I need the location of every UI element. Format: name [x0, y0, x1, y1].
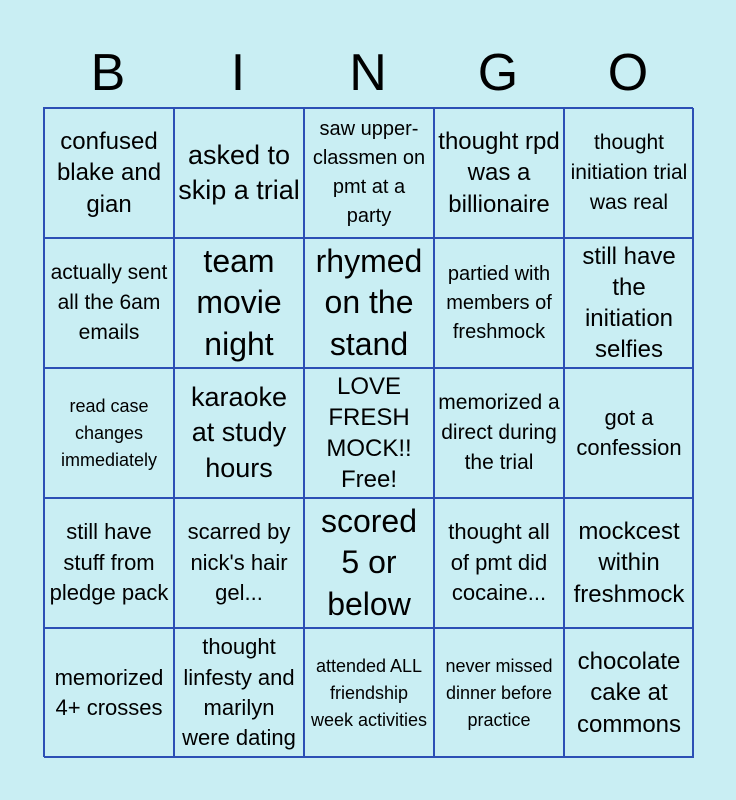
header-letter-n: N [349, 44, 387, 102]
bingo-cell-r1-c4[interactable]: thought rpd was a billionaire [434, 108, 564, 238]
bingo-cell-r2-c4[interactable]: partied with members of freshmock [434, 238, 564, 368]
bingo-header [43, 40, 693, 106]
bingo-board [43, 107, 693, 757]
bingo-cell-r3-c2[interactable]: karaoke at study hours [174, 368, 304, 498]
bingo-cell-r4-c5[interactable]: mockcest within freshmock [564, 498, 694, 628]
bingo-cell-r5-c5[interactable]: chocolate cake at commons [564, 628, 694, 758]
bingo-cell-r2-c5[interactable]: still have the initiation selfies [564, 238, 694, 368]
bingo-cell-r2-c3[interactable]: rhymed on the stand [304, 238, 434, 368]
header-letter-g: G [477, 44, 519, 102]
header-letter-b: B [90, 44, 126, 102]
bingo-cell-r5-c1[interactable]: memorized 4+ crosses [44, 628, 174, 758]
bingo-cell-r3-c5[interactable]: got a confession [564, 368, 694, 498]
bingo-cell-r1-c2[interactable]: asked to skip a trial [174, 108, 304, 238]
bingo-cell-r5-c2[interactable]: thought linfesty and marilyn were dating [174, 628, 304, 758]
bingo-cell-r2-c2[interactable]: team movie night [174, 238, 304, 368]
bingo-cell-r5-c4[interactable]: never missed dinner before practice [434, 628, 564, 758]
bingo-cell-r3-c1[interactable]: read case changes immediately [44, 368, 174, 498]
bingo-cell-r1-c5[interactable]: thought initiation trial was real [564, 108, 694, 238]
header-letter-i: I [230, 44, 246, 102]
bingo-cell-r2-c1[interactable]: actually sent all the 6am emails [44, 238, 174, 368]
bingo-cell-r4-c2[interactable]: scarred by nick's hair gel... [174, 498, 304, 628]
bingo-cell-r5-c3[interactable]: attended ALL friendship week activities [304, 628, 434, 758]
bingo-cell-r1-c3[interactable]: saw upper-classmen on pmt at a party [304, 108, 434, 238]
header-letter-o: O [607, 44, 649, 102]
bingo-cell-r3-c4[interactable]: memorized a direct during the trial [434, 368, 564, 498]
bingo-cell-r3-c3[interactable]: LOVE FRESH MOCK!! Free! [304, 368, 434, 498]
bingo-cell-r4-c4[interactable]: thought all of pmt did cocaine... [434, 498, 564, 628]
bingo-cell-r1-c1[interactable]: confused blake and gian [44, 108, 174, 238]
bingo-cell-r4-c3[interactable]: scored 5 or below [304, 498, 434, 628]
bingo-cell-r4-c1[interactable]: still have stuff from pledge pack [44, 498, 174, 628]
